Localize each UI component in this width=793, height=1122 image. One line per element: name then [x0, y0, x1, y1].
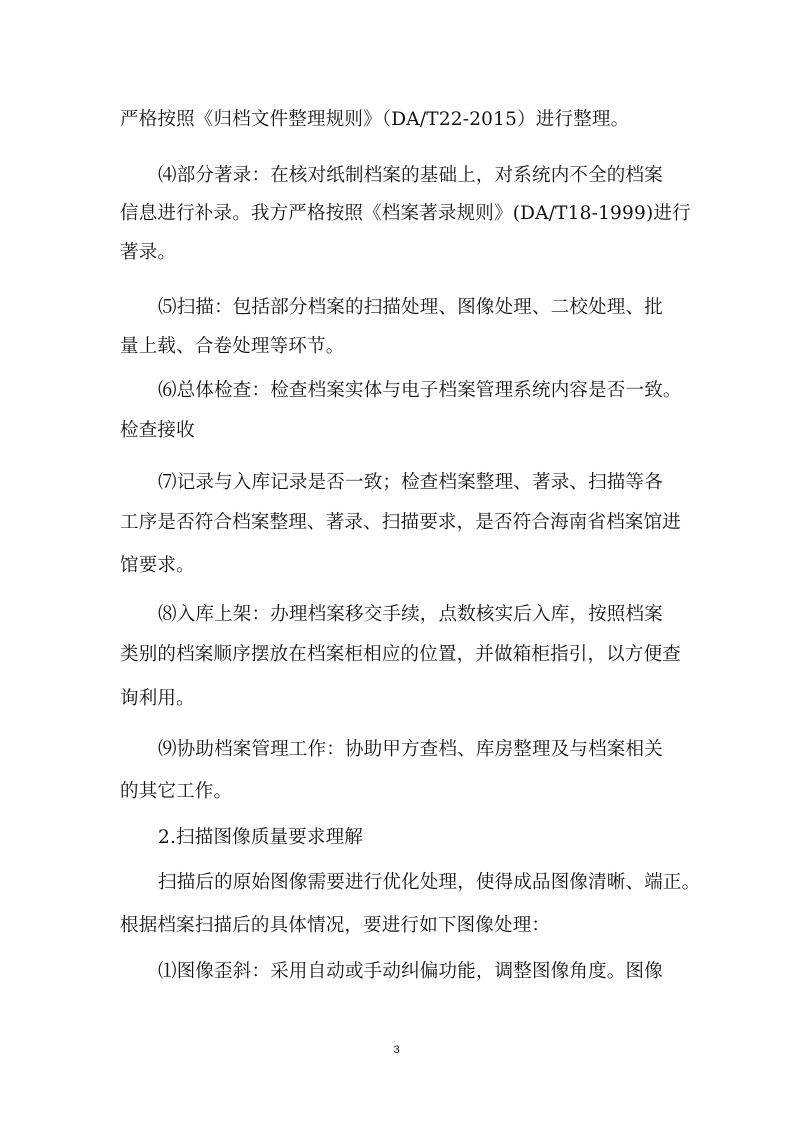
page-number: 3: [393, 1044, 400, 1056]
text-line: ⑻入库上架：办理档案移交手续，点数核实后入库，按照档案: [158, 604, 663, 625]
text-line: 检查接收: [120, 420, 195, 441]
text-line: 严格按照《归档文件整理规则》（DA/T22-2015）进行整理。: [120, 109, 630, 130]
text-line: ⑼协助档案管理工作：协助甲方查档、库房整理及与档案相关: [158, 739, 663, 760]
text-line: 工序是否符合档案整理、著录、扫描要求，是否符合海南省档案馆进: [120, 512, 682, 533]
text-line: 2.扫描图像质量要求理解: [158, 827, 364, 848]
text-line: ⑴图像歪斜：采用自动或手动纠偏功能，调整图像角度。图像: [158, 961, 663, 982]
text-line: ⑸扫描：包括部分档案的扫描处理、图像处理、二校处理、批: [158, 297, 663, 318]
text-line: 量上载、合卷处理等环节。: [120, 336, 345, 357]
text-line: 馆要求。: [120, 555, 195, 576]
text-line: ⑷部分著录：在核对纸制档案的基础上，对系统内不全的档案: [158, 165, 663, 186]
text-line: ⑹总体检查：检查档案实体与电子档案管理系统内容是否一致。: [158, 380, 682, 401]
text-line: 根据档案扫描后的具体情况，要进行如下图像处理：: [120, 915, 551, 936]
text-line: 著录。: [120, 242, 177, 263]
text-line: 的其它工作。: [120, 781, 233, 802]
text-line: 信息进行补录。我方严格按照《档案著录规则》(DA/T18-1999)进行: [120, 203, 691, 224]
text-line: ⑺记录与入库记录是否一致；检查档案整理、著录、扫描等各: [158, 472, 663, 493]
text-line: 类别的档案顺序摆放在档案柜相应的位置，并做箱柜指引，以方便查: [120, 644, 682, 665]
text-line: 扫描后的原始图像需要进行优化处理，使得成品图像清晰、端正。: [158, 872, 701, 893]
text-line: 询利用。: [120, 688, 195, 709]
